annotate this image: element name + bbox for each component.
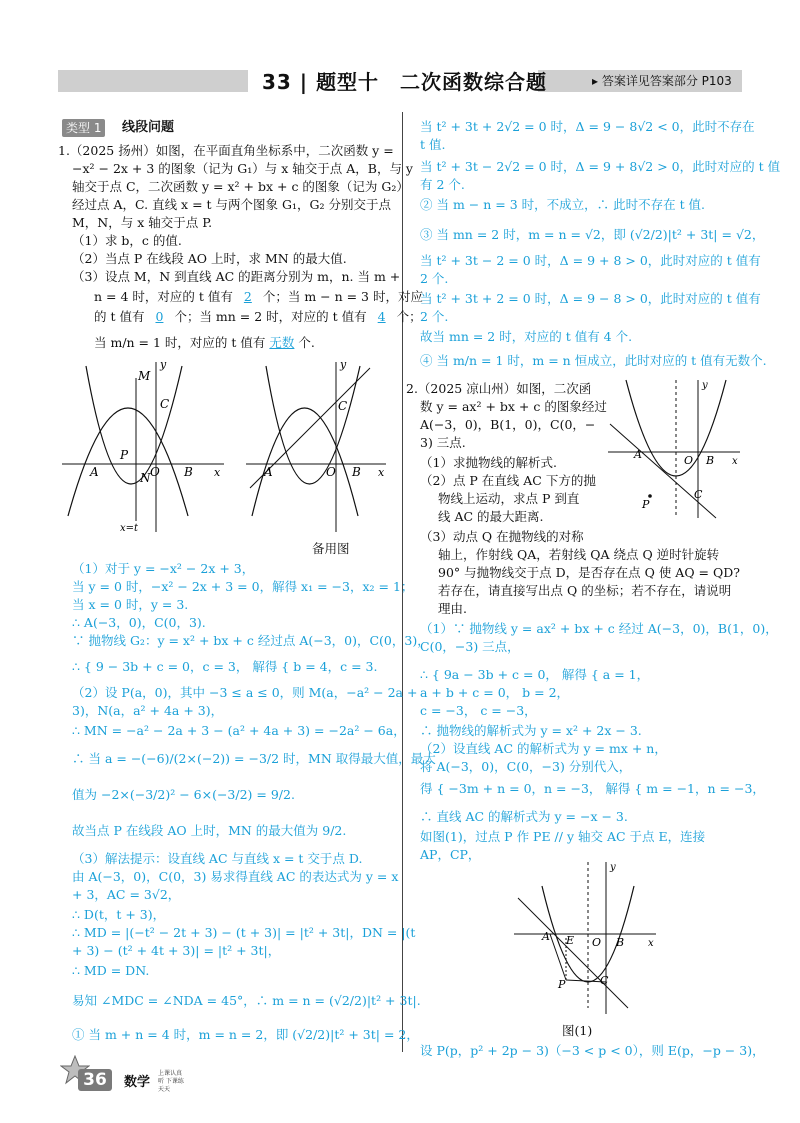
solution-line: + 3) − (t² + 4t + 3)| = |t² + 3t|，	[72, 943, 281, 958]
solution-line: 3)，N(a，a² + 4a + 3)，	[72, 703, 224, 718]
solution-line: C(0，−3) 三点，	[420, 639, 520, 654]
solution-line: 值为 −2×(−3/2)² − 6×(−3/2) = 9/2.	[72, 787, 295, 802]
answer-blank-4: 无数	[269, 335, 295, 350]
label-N: N	[140, 471, 151, 485]
solution-line: ∴ MD = DN.	[72, 963, 150, 978]
q1-line: （3）设点 M，N 到直线 AC 的距离分别为 m，n. 当 m +	[72, 269, 401, 284]
solution-line: 由 A(−3，0)，C(0，3) 易求得直线 AC 的表达式为 y = x	[72, 869, 399, 884]
line-ac	[518, 898, 628, 1008]
subject-label: 数学	[124, 1075, 151, 1090]
q2-line: 数 y = ax² + bx + c 的图象经过	[420, 399, 607, 414]
q2-line: 2.（2025 凉山州）如图，二次函	[406, 381, 592, 396]
solution-line: （3）解法提示：设直线 AC 与直线 x = t 交于点 D.	[72, 851, 363, 866]
q2-line: 90° 与抛物线交于点 D，是否存在点 Q 使 AQ = QD?	[438, 565, 740, 580]
label-y: y	[610, 862, 616, 873]
label-O: O	[326, 465, 336, 479]
q1-line-blank-row	[94, 334, 315, 352]
q1-text: 当 m/n = 1 时，对应的 t 值有	[94, 335, 266, 350]
solution-line: ∴ MN = −a² − 2a + 3 − (a² + 4a + 3) = −2a² − 6a，	[72, 723, 406, 738]
q1-line-blank-row	[94, 288, 423, 306]
solution-line: 当 t² + 3t − 2√2 = 0 时，Δ = 9 + 8√2 > 0，此时对应的 t 值	[420, 159, 781, 174]
q2-line: （3）动点 Q 在抛物线的对称	[420, 529, 584, 544]
label-M: M	[138, 369, 151, 383]
solution-line: 故当点 P 在线段 AO 上时，MN 的最大值为 9/2.	[72, 823, 347, 838]
solution-line: 将 A(−3，0)，C(0，−3) 分别代入，	[420, 759, 632, 774]
answer-blank-2: 0	[155, 309, 164, 324]
figure-caption: 备用图	[312, 541, 350, 556]
solution-line: 故当 mn = 2 时，对应的 t 值有 4 个.	[420, 329, 633, 344]
q1-line: 经过点 A，C. 直线 x = t 与两个图象 G₁，G₂ 分别交于点	[72, 197, 391, 212]
figure-caption: 图(1)	[562, 1023, 593, 1038]
label-C: C	[694, 488, 703, 501]
label-B: B	[706, 454, 715, 467]
label-y: y	[702, 380, 708, 391]
label-A: A	[90, 465, 99, 479]
solution-line: 2 个.	[420, 309, 449, 324]
q2-line: A(−3，0)，B(1，0)，C(0，−	[420, 417, 596, 432]
q2-line: （1）求抛物线的解析式.	[420, 455, 557, 470]
section-title: 线段问题	[122, 120, 175, 135]
solution-line: ④ 当 m/n = 1 时，m = n 恒成立，此时对应的 t 值有无数个.	[420, 353, 767, 368]
q1-figure-backup	[240, 356, 390, 536]
label-O: O	[592, 936, 602, 949]
q1-line: （1）求 b，c 的值.	[72, 233, 182, 248]
label-x: x	[214, 466, 221, 479]
label-C: C	[160, 397, 170, 411]
label-O: O	[150, 465, 160, 479]
solution-line: 当 t² + 3t + 2√2 = 0 时，Δ = 9 − 8√2 < 0，此时不存在	[420, 119, 755, 134]
label-P: P	[642, 498, 650, 511]
solution-line: 如图(1)，过点 P 作 PE // y 轴交 AC 于点 E，连接	[420, 829, 706, 844]
label-A: A	[264, 465, 273, 479]
solution-line: ∴ { 9a − 3b + c = 0， 解得 { a = 1，	[420, 667, 650, 682]
solution-line: （2）设直线 AC 的解析式为 y = mx + n，	[420, 741, 667, 756]
solution-line: 有 2 个.	[420, 177, 465, 192]
solution-line: ∵ 抛物线 G₂：y = x² + bx + c 经过点 A(−3，0)，C(0，3)，	[72, 633, 430, 648]
section-tag: 类型 1	[62, 119, 105, 137]
answer-blank-3: 4	[377, 309, 386, 324]
footer-slogan: 上课认真听 下课练天天	[158, 1070, 184, 1093]
label-A: A	[542, 930, 550, 943]
solution-line: 当 x = 0 时，y = 3.	[72, 597, 189, 612]
solution-line: （2）设 P(a，0)，其中 −3 ≤ a ≤ 0，则 M(a，−a² − 2a +	[72, 685, 418, 700]
solution-line: ∴ MD = |(−t² − 2t + 3) − (t + 3)| = |t² + 3t|，DN = |(t	[72, 925, 416, 940]
solution-line: ∴ 抛物线的解析式为 y = x² + 2x − 3.	[420, 723, 642, 738]
label-x: x	[732, 456, 738, 467]
solution-line: 当 t² + 3t + 2 = 0 时，Δ = 9 − 8 > 0，此时对应的 t 值有	[420, 291, 761, 306]
solution-line: 当 y = 0 时，−x² − 2x + 3 = 0，解得 x₁ = −3，x₂ = 1；	[72, 579, 414, 594]
q1-text: 个.	[298, 335, 315, 350]
q2-line: （2）点 P 在直线 AC 下方的抛	[420, 473, 596, 488]
label-O: O	[684, 454, 694, 467]
solution-line: AP，CP，	[420, 847, 481, 862]
answer-blank-1: 2	[243, 289, 252, 304]
label-y: y	[340, 358, 347, 371]
label-x: x	[648, 938, 654, 949]
q2-line: 轴上，作射线 QA，若射线 QA 绕点 Q 逆时针旋转	[438, 547, 720, 562]
q1-figure-main	[58, 356, 228, 536]
label-B: B	[184, 465, 193, 479]
solution-line: （1）∵ 抛物线 y = ax² + bx + c 经过 A(−3，0)，B(1，0)，	[420, 621, 778, 636]
q2-line: 3) 三点.	[420, 435, 466, 450]
parabola-g2	[86, 366, 182, 484]
label-P: P	[120, 448, 129, 462]
label-A: A	[634, 448, 642, 461]
q1-line-blank-row	[94, 308, 422, 326]
q1-text: 的 t 值有	[94, 309, 145, 324]
q2-line: 线 AC 的最大距离.	[438, 509, 544, 524]
label-E: E	[566, 934, 575, 947]
q1-text: 个；	[396, 309, 422, 324]
q1-text: n = 4 时，对应的 t 值有	[94, 289, 233, 304]
solution-line: 易知 ∠MDC = ∠NDA = 45°，∴ m = n = (√2/2)|t² + 3t|.	[72, 993, 421, 1008]
q2-line: 物线上运动，求点 P 到直	[438, 491, 580, 506]
parabola-g1	[68, 408, 188, 516]
q2-line: 若存在，请直接写出点 Q 的坐标；若不存在，请说明	[438, 583, 732, 598]
q1-line: 1.（2025 扬州）如图，在平面直角坐标系中，二次函数 y =	[58, 143, 394, 158]
solution-line: ∴ 直线 AC 的解析式为 y = −x − 3.	[420, 809, 628, 824]
solution-line: ② 当 m − n = 3 时，不成立，∴ 此时不存在 t 值.	[420, 197, 706, 212]
solution-line: （1）对于 y = −x² − 2x + 3，	[72, 561, 255, 576]
answer-reference: ▸ 答案详见答案部分 P103	[592, 74, 732, 88]
page-title: 33 | 题型十 二次函数综合题	[262, 70, 548, 94]
label-P: P	[558, 978, 566, 991]
q2-line: 理由.	[438, 601, 467, 616]
solution-line: ∴ A(−3，0)，C(0，3).	[72, 615, 206, 630]
parabola-g1	[252, 408, 358, 516]
label-C: C	[600, 974, 609, 987]
label-x: x	[378, 466, 385, 479]
label-B: B	[352, 465, 361, 479]
q1-text: 个；当 m − n = 3 时，对应	[262, 289, 423, 304]
q1-line: −x² − 2x + 3 的图象（记为 G₁）与 x 轴交于点 A，B，与 y	[72, 161, 413, 176]
q1-line: （2）当点 P 在线段 AO 上时，求 MN 的最大值.	[72, 251, 347, 266]
q1-line: 轴交于点 C，二次函数 y = x² + bx + c 的图象（记为 G₂）	[72, 179, 409, 194]
label-C: C	[338, 399, 348, 413]
solution-line: a + b + c = 0， b = 2，	[420, 685, 570, 700]
solution-line: 2 个.	[420, 271, 449, 286]
solution-line: ① 当 m + n = 4 时，m = n = 2，即 (√2/2)|t² + 3t| = 2，	[72, 1027, 419, 1042]
line-ac	[610, 424, 716, 518]
solution-line: ∴ 当 a = −(−6)/(2×(−2)) = −3/2 时，MN 取得最大值，最大	[72, 751, 436, 766]
q2-figure-1	[510, 858, 660, 1018]
label-y: y	[160, 358, 167, 371]
q1-text: 个；当 mn = 2 时，对应的 t 值有	[174, 309, 367, 324]
solution-line: ∴ D(t，t + 3)，	[72, 907, 166, 922]
solution-line: t 值.	[420, 137, 446, 152]
solution-line: 设 P(p，p² + 2p − 3)（−3 < p < 0），则 E(p，−p − 3)，	[420, 1043, 765, 1058]
solution-line: c = −3， c = −3，	[420, 703, 537, 718]
solution-line: ∴ { 9 − 3b + c = 0，c = 3， 解得 { b = 4，c = 3.	[72, 659, 378, 674]
solution-line: 得 { −3m + n = 0，n = −3， 解得 { m = −1，n = −3，	[420, 781, 765, 796]
label-x-equals-t: x=t	[120, 523, 139, 534]
page-number: 36	[78, 1069, 112, 1091]
q2-figure	[604, 376, 744, 522]
solution-line: ③ 当 mn = 2 时，m = n = √2，即 (√2/2)|t² + 3t| = √2，	[420, 227, 765, 242]
label-B: B	[616, 936, 625, 949]
solution-line: + 3，AC = 3√2，	[72, 887, 181, 902]
solution-line: 当 t² + 3t − 2 = 0 时，Δ = 9 + 8 > 0，此时对应的 t 值有	[420, 253, 761, 268]
q1-line: M，N，与 x 轴交于点 P.	[72, 215, 213, 230]
